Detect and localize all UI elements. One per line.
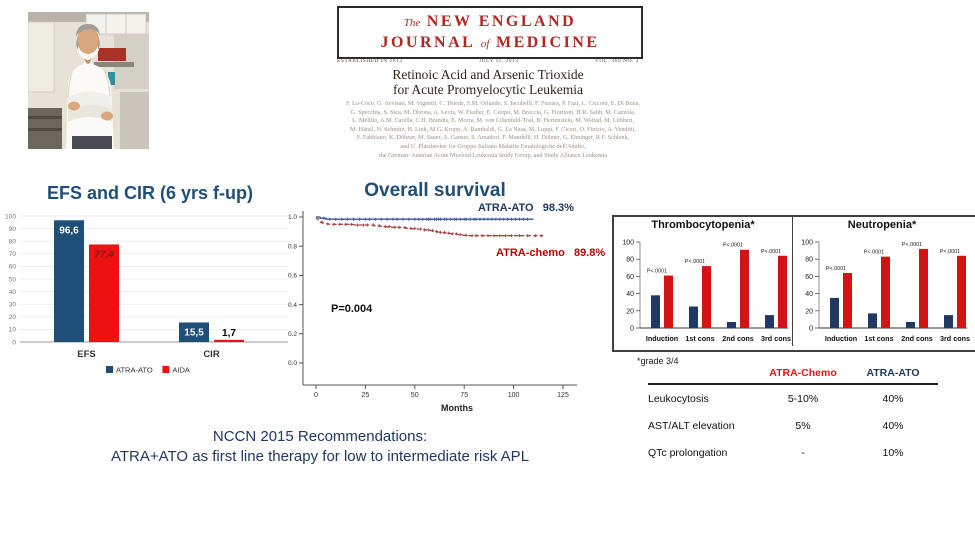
row-label: AST/ALT elevation bbox=[648, 419, 735, 432]
svg-text:60: 60 bbox=[626, 273, 634, 281]
table-row bbox=[648, 439, 938, 466]
svg-text:25: 25 bbox=[361, 392, 370, 399]
svg-text:0: 0 bbox=[314, 392, 318, 399]
svg-text:20: 20 bbox=[626, 308, 634, 316]
toxicity-table bbox=[648, 367, 938, 466]
neutropenia-chart-svg bbox=[793, 234, 971, 346]
table-col-header: ATRA-Chemo bbox=[769, 367, 837, 379]
cell-value: 40% bbox=[882, 419, 904, 432]
nejm-journal-name-top: The NEW ENGLAND bbox=[403, 12, 577, 30]
svg-text:1.0: 1.0 bbox=[287, 214, 297, 222]
table-col-header bbox=[648, 367, 758, 379]
author-line: and U. Platzbecker for Gruppo Italiano Malattie Ematologiche dell'Adulto, bbox=[400, 142, 586, 150]
svg-text:125: 125 bbox=[557, 392, 569, 399]
author-line: F. Lo-Coco, G. Avvisati, M. Vignetti, C. Thiede, S.M. Orlando, S. Iacobelli, F. Ferrara, P. Fazi, L. Cicconi, E. Di Bona, bbox=[345, 100, 641, 107]
svg-text:100: 100 bbox=[622, 239, 634, 247]
svg-text:0.2: 0.2 bbox=[287, 331, 297, 338]
svg-text:15,5: 15,5 bbox=[184, 327, 204, 339]
svg-text:50: 50 bbox=[410, 392, 419, 399]
neutropenia-title: Neutropenia* bbox=[847, 219, 917, 231]
svg-text:3rd cons: 3rd cons bbox=[761, 334, 791, 343]
svg-text:2nd cons: 2nd cons bbox=[722, 334, 754, 343]
svg-text:2nd cons: 2nd cons bbox=[901, 334, 933, 343]
svg-text:80: 80 bbox=[8, 238, 16, 246]
svg-text:0: 0 bbox=[630, 325, 634, 333]
article-title: Retinoic Acid and Arsenic Trioxide for Acute Promyelocytic Leukemia bbox=[392, 67, 584, 97]
svg-text:3rd cons: 3rd cons bbox=[940, 334, 970, 343]
thrombocytopenia-chart bbox=[614, 217, 792, 346]
svg-text:1st cons: 1st cons bbox=[685, 334, 715, 343]
nejm-journal-name-bottom: JOURNAL of MEDICINE bbox=[380, 33, 600, 51]
svg-text:P<.0001: P<.0001 bbox=[901, 241, 923, 248]
neutropenia-chart bbox=[792, 217, 971, 346]
atra-chemo-curve-label: ATRA-chemo 89.8% bbox=[496, 247, 606, 259]
svg-text:Induction: Induction bbox=[824, 334, 858, 343]
author-line: L. Melillo, A.M. Carella, C.H. Brandts, E. Morra, M. von Lilienfeld-Toal, B. Hertenstein, M. Wattad, M. Lübbert, bbox=[352, 117, 634, 125]
svg-text:0.0: 0.0 bbox=[287, 360, 297, 368]
cell-value: 10% bbox=[882, 446, 904, 459]
svg-text:0: 0 bbox=[12, 339, 16, 347]
svg-text:40: 40 bbox=[8, 288, 16, 296]
cell-value: - bbox=[801, 446, 805, 459]
svg-text:80: 80 bbox=[805, 256, 813, 264]
svg-text:40: 40 bbox=[805, 291, 813, 299]
svg-text:Induction: Induction bbox=[645, 334, 679, 343]
author-line: G. Specchia, S. Sica, M. Divona, A. Levis, W. Fiedler, E. Cerqui, M. Breccia, G. Fioritoni, H.R. Salih, M. Cazzola, bbox=[350, 108, 636, 116]
svg-text:0.6: 0.6 bbox=[287, 272, 297, 280]
svg-text:80: 80 bbox=[626, 256, 634, 264]
efs-cir-chart-svg bbox=[2, 208, 294, 382]
nejm-masthead-box bbox=[337, 6, 643, 59]
svg-text:P<.0001: P<.0001 bbox=[684, 259, 706, 266]
svg-text:77,4: 77,4 bbox=[94, 249, 114, 261]
svg-text:50: 50 bbox=[8, 276, 16, 284]
author-line: M. Hänel, N. Schmitz, H. Link, M.G. Kropp, A. Rambaldi, G. La Nasa, M. Luppi, F. Ciceri, O. Finizio, A. Venditti, bbox=[350, 125, 636, 133]
author-line: F. Fabbiano, K. Döhner, M. Sauer, A. Ganser, S. Amadori, F. Mandelli, H. Döhner, G. Ehninger, R.F. Schlenk, bbox=[356, 134, 630, 142]
svg-text:0.8: 0.8 bbox=[287, 243, 297, 251]
table-row bbox=[648, 385, 938, 412]
svg-text:P<.0001: P<.0001 bbox=[760, 248, 782, 255]
svg-text:P<.0001: P<.0001 bbox=[722, 242, 744, 249]
svg-text:1st cons: 1st cons bbox=[864, 334, 894, 343]
author-list bbox=[328, 100, 658, 160]
svg-text:EFS: EFS bbox=[77, 349, 96, 360]
cell-value: 5% bbox=[795, 419, 811, 432]
cell-value: 5-10% bbox=[787, 392, 819, 405]
svg-text:60: 60 bbox=[8, 263, 16, 271]
svg-text:90: 90 bbox=[8, 225, 16, 233]
svg-text:10: 10 bbox=[8, 326, 16, 334]
svg-text:AIDA: AIDA bbox=[172, 365, 190, 375]
established-text: ESTABLISHED IN 1812 bbox=[337, 58, 403, 64]
table-row bbox=[648, 412, 938, 439]
svg-text:100: 100 bbox=[5, 213, 16, 221]
issue-date: JULY 11, 2013 bbox=[478, 58, 519, 64]
p-value-label: P=0.004 bbox=[331, 303, 373, 315]
svg-text:20: 20 bbox=[805, 308, 813, 316]
svg-text:60: 60 bbox=[805, 273, 813, 281]
nccn-recommendation bbox=[55, 427, 585, 467]
cell-value: 40% bbox=[882, 392, 904, 405]
svg-text:0.4: 0.4 bbox=[287, 301, 297, 309]
author-line: the German–Austrian Acute Myeloid Leukemia Study Group, and Study Alliance Leukemia bbox=[378, 151, 608, 159]
row-label: Leukocytosis bbox=[648, 392, 709, 405]
overall-survival-title: Overall survival bbox=[364, 180, 506, 201]
thrombocytopenia-title: Thrombocytopenia* bbox=[651, 219, 755, 231]
svg-text:P<.0001: P<.0001 bbox=[863, 249, 885, 256]
svg-text:96,6: 96,6 bbox=[59, 225, 79, 237]
nccn-line1: NCCN 2015 Recommendations: bbox=[212, 428, 428, 445]
researcher-photo bbox=[28, 12, 149, 149]
table-col-header: ATRA-ATO bbox=[866, 367, 920, 379]
svg-text:40: 40 bbox=[626, 291, 634, 299]
svg-text:100: 100 bbox=[801, 239, 813, 247]
svg-text:0: 0 bbox=[809, 325, 813, 333]
grade-footnote: *grade 3/4 bbox=[637, 356, 679, 366]
svg-text:100: 100 bbox=[507, 392, 520, 399]
svg-text:P<.0001: P<.0001 bbox=[825, 265, 847, 272]
svg-text:1,7: 1,7 bbox=[222, 327, 236, 339]
adverse-events-panel bbox=[612, 215, 975, 352]
svg-text:30: 30 bbox=[8, 301, 16, 309]
nccn-line2: ATRA+ATO as first line therapy for low to intermediate risk APL bbox=[110, 448, 530, 465]
svg-text:P<.0001: P<.0001 bbox=[939, 248, 961, 255]
thrombocytopenia-chart-svg bbox=[614, 234, 792, 346]
nejm-dateline bbox=[337, 58, 639, 64]
atra-ato-curve-label: ATRA-ATO 98.3% bbox=[478, 202, 574, 214]
svg-text:CIR: CIR bbox=[203, 349, 220, 360]
toxicity-table-header bbox=[648, 367, 938, 385]
months-axis-label: Months bbox=[441, 403, 473, 413]
svg-text:75: 75 bbox=[460, 392, 469, 399]
efs-cir-chart-title: EFS and CIR (6 yrs f-up) bbox=[46, 183, 253, 203]
svg-text:70: 70 bbox=[8, 251, 16, 259]
row-label: QTc prolongation bbox=[648, 446, 728, 459]
svg-text:P<.0001: P<.0001 bbox=[646, 268, 668, 275]
svg-text:20: 20 bbox=[8, 314, 16, 322]
volume-number: VOL. 369 NO. 2 bbox=[594, 58, 639, 64]
svg-text:ATRA-ATO: ATRA-ATO bbox=[116, 365, 153, 375]
